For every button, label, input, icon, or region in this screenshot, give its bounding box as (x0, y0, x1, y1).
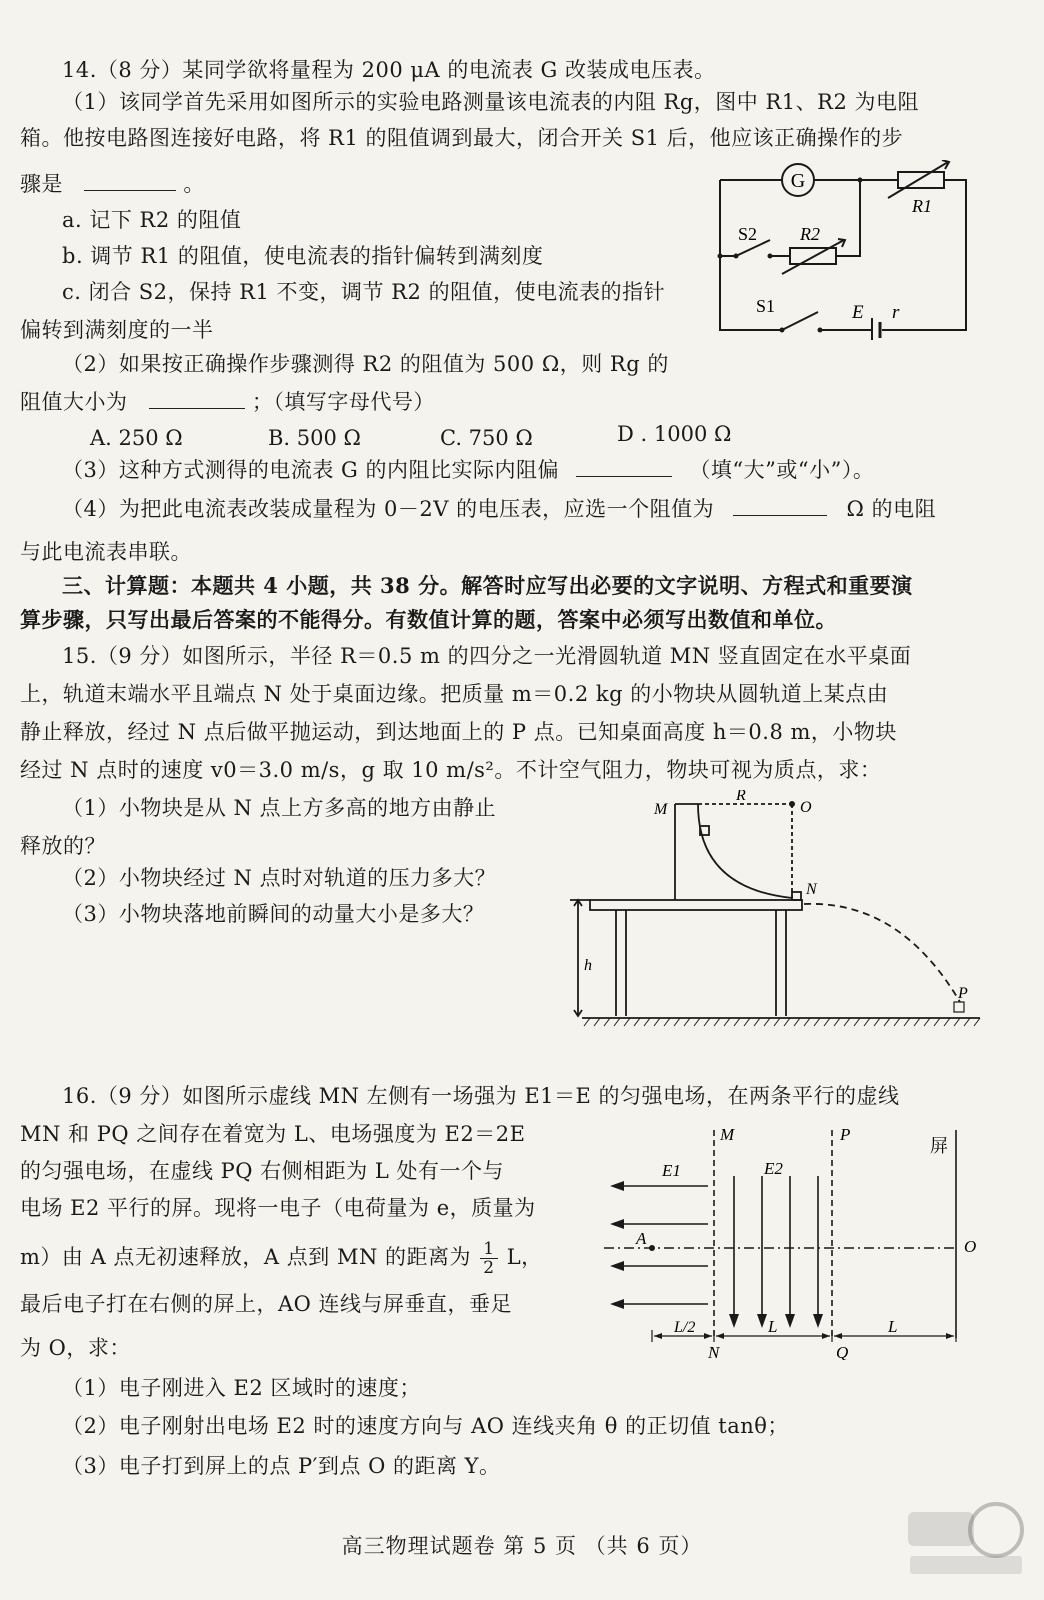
q16-line6: 最后电子打在右侧的屏上，AO 连线与屏垂直，垂足 (20, 1292, 513, 1316)
label-g: G (790, 170, 806, 192)
q15-sub1-line2: 释放的？ (20, 834, 106, 858)
q14-option-a: A. 250 Ω (90, 426, 183, 450)
q16-line5 (20, 1240, 543, 1277)
q14-answer-blank-4[interactable] (733, 495, 827, 516)
q14-part4 (62, 495, 936, 523)
q14-part4-end: 与此电流表串联。 (20, 540, 192, 564)
q15-sub1-line1: （1）小物块是从 N 点上方多高的地方由静止 (62, 796, 497, 820)
q14-part1-end: 。 (183, 172, 205, 196)
q14-answer-blank-1[interactable] (84, 170, 176, 191)
q14-answer-blank-3[interactable] (576, 456, 672, 477)
q16-line2: MN 和 PQ 之间存在着宽为 L、电场强度为 E2＝2E (20, 1122, 526, 1146)
q15-sub3: （3）小物块落地前瞬间的动量大小是多大？ (62, 902, 485, 926)
label-e: E (852, 302, 864, 323)
label-q: Q (836, 1343, 849, 1360)
q14-option-b: B. 500 Ω (268, 426, 361, 450)
label-s2: S2 (738, 224, 758, 244)
label-r2: R2 (800, 224, 820, 244)
r1-resistor (898, 172, 944, 188)
section3-line2: 算步骤，只写出最后答案的不能得分。有数值计算的题，答案中必须写出数值和单位。 (20, 607, 837, 632)
q14-part2-line2 (20, 388, 435, 416)
label-screen: 屏 (930, 1136, 948, 1156)
q14-step-b: b. 调节 R1 的阻值，使电流表的指针偏转到满刻度 (62, 244, 544, 268)
q14-step-a: a. 记下 R2 的阻值 (62, 208, 242, 232)
page-footer: 高三物理试题卷 第 5 页 （共 6 页） (341, 1534, 703, 1558)
label-r: r (892, 302, 900, 323)
q14-part4-text: （4）为把此电流表改装成量程为 0－2V 的电压表，应选一个阻值为 (62, 497, 715, 521)
label-n: N (806, 881, 817, 898)
q14-option-c: C. 750 Ω (440, 426, 533, 450)
q15-line1: 15.（9 分）如图所示，半径 R＝0.5 m 的四分之一光滑圆轨道 MN 竖直固定在水平桌面 (62, 644, 912, 668)
q14-stem: 14.（8 分）某同学欲将量程为 200 μA 的电流表 G 改装成电压表。 (62, 58, 716, 82)
label-e1: E1 (662, 1161, 681, 1180)
label-r1: R1 (912, 196, 932, 216)
label-s1: S1 (756, 296, 776, 316)
q14-part3 (62, 456, 874, 484)
q15-line4: 经过 N 点时的速度 v0＝3.0 m/s，g 取 10 m/s²。不计空气阻力，物块可视为质点，求： (20, 758, 882, 782)
q14-option-d: D . 1000 Ω (617, 422, 732, 446)
q16-fraction-den: 2 (483, 1258, 495, 1278)
q16-fraction-num: 1 (480, 1240, 497, 1259)
q16-line7: 为 O，求： (20, 1336, 131, 1360)
q14-part1-line1: （1）该同学首先采用如图所示的实验电路测量该电流表的内阻 Rg，图中 R1、R2 为电阻 (62, 90, 919, 114)
track-diagram (570, 790, 990, 1030)
label-e2: E2 (764, 1159, 783, 1178)
label-p2: P (840, 1125, 851, 1144)
q14-part3-text: （3）这种方式测得的电流表 G 的内阻比实际内阻偏 (62, 458, 559, 482)
q15-line3: 静止释放，经过 N 点后做平抛运动，到达地面上的 P 点。已知桌面高度 h＝0.8 m，小物块 (20, 720, 897, 744)
q16-line1: 16.（9 分）如图所示虚线 MN 左侧有一场强为 E1＝E 的匀强电场，在两条平行的虚线 (62, 1084, 900, 1108)
q14-part4-unit: Ω 的电阻 (846, 497, 937, 521)
q15-line2: 上，轨道末端水平且端点 N 处于桌面边缘。把质量 m＝0.2 kg 的小物块从圆轨道上某点由 (20, 682, 889, 706)
q14-part1-line3 (20, 170, 205, 198)
field-diagram (604, 1120, 990, 1360)
label-radius: R (736, 790, 746, 804)
circuit-diagram (712, 160, 980, 340)
q16-fraction (480, 1240, 497, 1277)
q16-sub2: （2）电子刚射出电场 E2 时的速度方向与 AO 连线夹角 θ 的正切值 tanθ； (62, 1414, 789, 1438)
q16-line3: 的匀强电场，在虚线 PQ 右侧相距为 L 处有一个与 (20, 1159, 504, 1183)
label-a: A (636, 1229, 647, 1248)
label-l2: L (888, 1317, 898, 1336)
q14-part2-text: 阻值大小为 (20, 390, 128, 414)
label-h: h (584, 957, 592, 974)
q16-sub3: （3）电子打到屏上的点 P′到点 O 的距离 Y。 (62, 1454, 501, 1478)
label-l1: L (768, 1317, 778, 1336)
q15-sub2: （2）小物块经过 N 点时对轨道的压力多大？ (62, 866, 497, 890)
q14-part1-line2: 箱。他按电路图连接好电路，将 R1 的阻值调到最大，闭合开关 S1 后，他应该正确操作的步 (20, 126, 904, 150)
label-half-l: L/2 (674, 1319, 696, 1336)
q14-part2-line1: （2）如果按正确操作步骤测得 R2 的阻值为 500 Ω，则 Rg 的 (62, 352, 669, 376)
q14-answer-blank-2[interactable] (149, 388, 245, 409)
q16-line5-text: m）由 A 点无初速释放，A 点到 MN 的距离为 (20, 1245, 471, 1269)
q16-line4: 电场 E2 平行的屏。现将一电子（电荷量为 e，质量为 (20, 1196, 536, 1220)
q14-step-c-line1: c. 闭合 S2，保持 R1 不变，调节 R2 的阻值，使电流表的指针 (62, 280, 666, 304)
q16-sub1: （1）电子刚进入 E2 区域时的速度； (62, 1376, 421, 1400)
q14-part1-text: 骤是 (20, 172, 63, 196)
label-o2: O (964, 1237, 977, 1256)
q14-step-c-line2: 偏转到满刻度的一半 (20, 318, 214, 342)
section3-line1: 三、计算题：本题共 4 小题，共 38 分。解答时应写出必要的文字说明、方程式和重要演 (62, 573, 913, 598)
label-o: O (800, 799, 812, 816)
watermark-stamp-icon (900, 1490, 1030, 1590)
label-m2: M (720, 1125, 735, 1144)
label-n2: N (708, 1343, 720, 1360)
q16-line5-end: L， (506, 1245, 543, 1269)
label-m: M (654, 801, 668, 818)
q14-part2-hint: ；（填写字母代号） (251, 390, 435, 414)
label-p: P (958, 985, 968, 1002)
q14-part3-hint: （填“大”或“小”）。 (689, 458, 875, 482)
